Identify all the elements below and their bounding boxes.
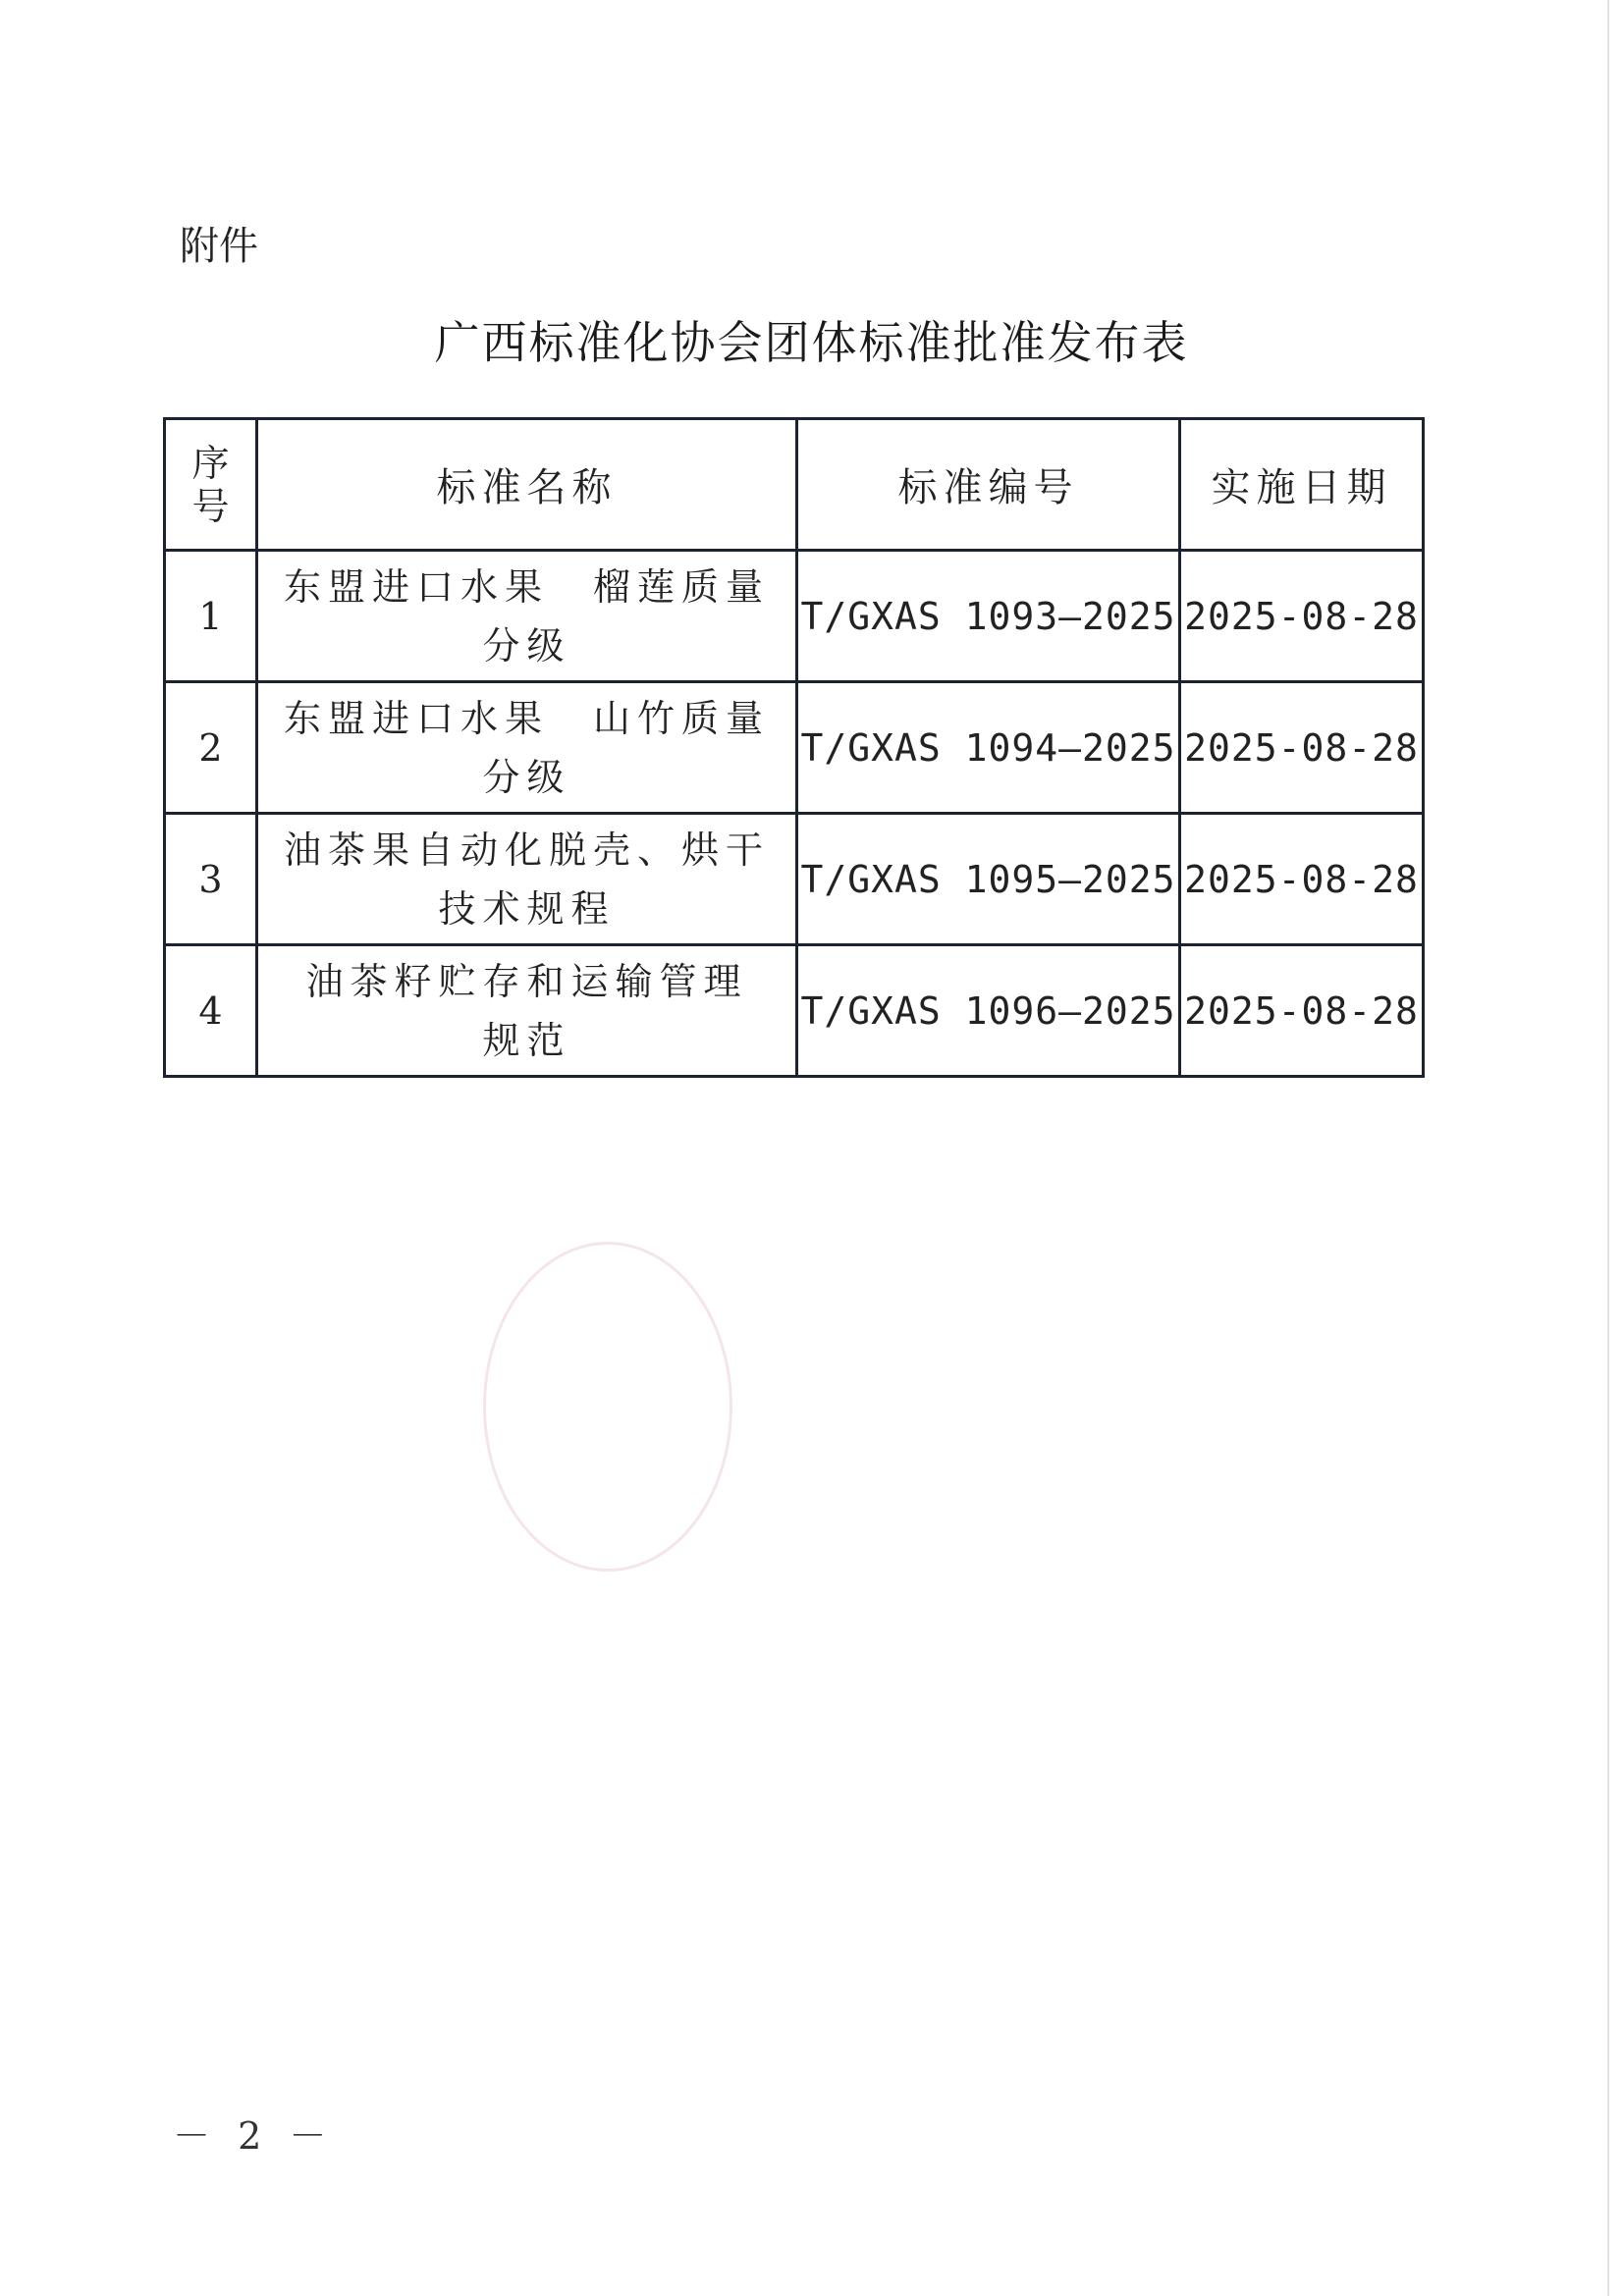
row-seq: 1 bbox=[165, 551, 257, 682]
row-name-line2: 规范 bbox=[482, 1018, 571, 1062]
header-seq-line2: 号 bbox=[191, 484, 230, 528]
table-row bbox=[165, 814, 1424, 945]
row-date: 2025-08-28 bbox=[1180, 551, 1424, 682]
row-code: T/GXAS 1093—2025 bbox=[797, 551, 1180, 682]
row-name-line2: 分级 bbox=[482, 623, 571, 667]
row-name bbox=[257, 814, 797, 945]
row-name-line2: 技术规程 bbox=[438, 886, 616, 931]
row-name bbox=[257, 682, 797, 814]
header-seq bbox=[165, 419, 257, 551]
row-seq: 3 bbox=[165, 814, 257, 945]
table-row bbox=[165, 551, 1424, 682]
row-date: 2025-08-28 bbox=[1180, 945, 1424, 1077]
page-number: － 2 － bbox=[173, 2114, 335, 2158]
header-code: 标准编号 bbox=[797, 419, 1180, 551]
table-row bbox=[165, 682, 1424, 814]
row-name-line1: 油茶籽贮存和运输管理 bbox=[305, 959, 748, 1003]
standards-table bbox=[163, 417, 1425, 1078]
header-seq-line1: 序 bbox=[191, 441, 230, 485]
row-name-line1: 油茶果自动化脱壳、烘干 bbox=[283, 828, 770, 872]
row-seq: 2 bbox=[165, 682, 257, 814]
row-code: T/GXAS 1096—2025 bbox=[797, 945, 1180, 1077]
header-name: 标准名称 bbox=[257, 419, 797, 551]
header-date: 实施日期 bbox=[1180, 419, 1424, 551]
row-code: T/GXAS 1095—2025 bbox=[797, 814, 1180, 945]
row-name bbox=[257, 945, 797, 1077]
row-name-line2: 分级 bbox=[482, 755, 571, 799]
page-title: 广西标准化协会团体标准批准发布表 bbox=[434, 316, 1189, 369]
row-date: 2025-08-28 bbox=[1180, 814, 1424, 945]
table-row bbox=[165, 945, 1424, 1077]
attachment-label: 附件 bbox=[180, 224, 258, 269]
row-name-line1: 东盟进口水果 榴莲质量 bbox=[283, 564, 770, 609]
row-name bbox=[257, 551, 797, 682]
row-code: T/GXAS 1094—2025 bbox=[797, 682, 1180, 814]
row-name-line1: 东盟进口水果 山竹质量 bbox=[283, 696, 770, 740]
faded-seal-stamp bbox=[483, 1242, 732, 1572]
row-date: 2025-08-28 bbox=[1180, 682, 1424, 814]
row-seq: 4 bbox=[165, 945, 257, 1077]
table-header-row bbox=[165, 419, 1424, 551]
